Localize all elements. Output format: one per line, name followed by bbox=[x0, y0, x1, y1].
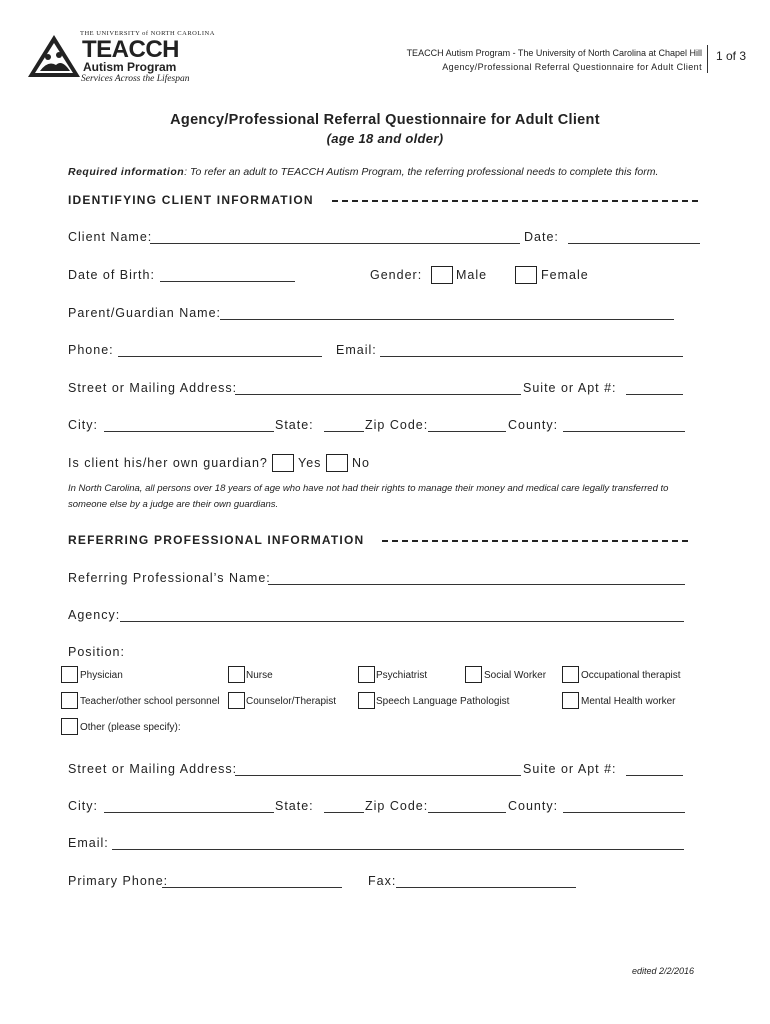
page-subtitle: (age 18 and older) bbox=[326, 131, 444, 146]
prof-street-label: Street or Mailing Address: bbox=[68, 762, 238, 776]
zip-field[interactable] bbox=[428, 431, 506, 432]
prof-suite-field[interactable] bbox=[626, 775, 683, 776]
counselor-label: Counselor/Therapist bbox=[246, 696, 337, 707]
professional-section-heading: REFERRING PROFESSIONAL INFORMATION bbox=[68, 533, 365, 547]
psychiatrist-label: Psychiatrist bbox=[376, 670, 428, 681]
suite-field[interactable] bbox=[626, 394, 683, 395]
county-label: County: bbox=[508, 418, 559, 432]
fax-field[interactable] bbox=[396, 887, 576, 888]
psychiatrist-checkbox[interactable] bbox=[358, 666, 375, 683]
primary-phone-label: Primary Phone: bbox=[68, 874, 169, 888]
prof-street-field[interactable] bbox=[235, 775, 521, 776]
social-worker-label: Social Worker bbox=[484, 670, 547, 681]
suite-label: Suite or Apt #: bbox=[523, 381, 617, 395]
prof-zip-field[interactable] bbox=[428, 812, 506, 813]
date-field[interactable] bbox=[568, 243, 700, 244]
prof-state-field[interactable] bbox=[324, 812, 364, 813]
mental-health-worker-checkbox[interactable] bbox=[562, 692, 579, 709]
section-rule bbox=[332, 200, 698, 202]
social-worker-checkbox[interactable] bbox=[465, 666, 482, 683]
prof-email-label: Email: bbox=[68, 836, 109, 850]
male-label: Male bbox=[456, 268, 488, 282]
required-text: : To refer an adult to TEACCH Autism Program, the referring professional needs to complete this form. bbox=[184, 166, 659, 178]
prof-city-field[interactable] bbox=[104, 812, 274, 813]
header-form-line: Agency/Professional Referral Questionnaire for Adult Client bbox=[442, 62, 702, 72]
edited-date: edited 2/2/2016 bbox=[632, 966, 695, 976]
primary-phone-field[interactable] bbox=[162, 887, 342, 888]
phone-label: Phone: bbox=[68, 343, 114, 357]
city-field[interactable] bbox=[104, 431, 274, 432]
prof-county-field[interactable] bbox=[563, 812, 685, 813]
client-section-heading: IDENTIFYING CLIENT INFORMATION bbox=[68, 193, 314, 207]
other-position-checkbox[interactable] bbox=[61, 718, 78, 735]
prof-county-label: County: bbox=[508, 799, 559, 813]
required-label: Required information bbox=[68, 166, 185, 178]
occupational-therapist-checkbox[interactable] bbox=[562, 666, 579, 683]
client-name-field[interactable] bbox=[150, 243, 520, 244]
parent-field[interactable] bbox=[220, 319, 674, 320]
university-name: THE UNIVERSITY of NORTH CAROLINA bbox=[80, 30, 215, 37]
section-rule bbox=[382, 540, 688, 542]
required-info bbox=[68, 166, 658, 178]
city-label: City: bbox=[68, 418, 98, 432]
header-org-line: TEACCH Autism Program - The University of North Carolina at Chapel Hill bbox=[406, 48, 702, 58]
speech-pathologist-checkbox[interactable] bbox=[358, 692, 375, 709]
own-guardian-label: Is client his/her own guardian? bbox=[68, 456, 268, 470]
prof-email-field[interactable] bbox=[112, 849, 684, 850]
logo-tagline: Services Across the Lifespan bbox=[81, 74, 190, 84]
guardian-yes-checkbox[interactable] bbox=[272, 454, 294, 472]
counselor-checkbox[interactable] bbox=[228, 692, 245, 709]
page-number: 1 of 3 bbox=[716, 49, 747, 63]
position-label: Position: bbox=[68, 645, 125, 659]
state-label: State: bbox=[275, 418, 314, 432]
guardian-note: In North Carolina, all persons over 18 years of age who have not had their rights to manage their money and medical care legally transferred to someone else by a judge are their own guardians. bbox=[68, 483, 669, 510]
gender-label: Gender: bbox=[370, 268, 423, 282]
agency-field[interactable] bbox=[120, 621, 684, 622]
street-label: Street or Mailing Address: bbox=[68, 381, 238, 395]
page-title: Agency/Professional Referral Questionnaire for Adult Client bbox=[170, 112, 600, 128]
email-field[interactable] bbox=[380, 356, 683, 357]
professional-name-label: Referring Professional’s Name: bbox=[68, 571, 271, 585]
nurse-checkbox[interactable] bbox=[228, 666, 245, 683]
date-label: Date: bbox=[524, 230, 559, 244]
female-checkbox[interactable] bbox=[515, 266, 537, 284]
prof-zip-label: Zip Code: bbox=[365, 799, 429, 813]
header-divider bbox=[707, 45, 708, 73]
dob-field[interactable] bbox=[160, 281, 295, 282]
zip-label: Zip Code: bbox=[365, 418, 429, 432]
agency-label: Agency: bbox=[68, 608, 121, 622]
street-field[interactable] bbox=[235, 394, 521, 395]
physician-label: Physician bbox=[80, 670, 123, 681]
logo-program: Autism Program bbox=[83, 60, 177, 74]
prof-suite-label: Suite or Apt #: bbox=[523, 762, 617, 776]
prof-state-label: State: bbox=[275, 799, 314, 813]
teacher-checkbox[interactable] bbox=[61, 692, 78, 709]
county-field[interactable] bbox=[563, 431, 685, 432]
logo-title: TEACCH bbox=[82, 36, 179, 63]
nurse-label: Nurse bbox=[246, 670, 273, 681]
guardian-yes-label: Yes bbox=[298, 456, 322, 470]
guardian-no-label: No bbox=[352, 456, 370, 470]
prof-city-label: City: bbox=[68, 799, 98, 813]
guardian-no-checkbox[interactable] bbox=[326, 454, 348, 472]
phone-field[interactable] bbox=[118, 356, 322, 357]
mental-health-worker-label: Mental Health worker bbox=[581, 696, 676, 707]
client-name-label: Client Name: bbox=[68, 230, 153, 244]
parent-label: Parent/Guardian Name: bbox=[68, 306, 222, 320]
female-label: Female bbox=[541, 268, 589, 282]
dob-label: Date of Birth: bbox=[68, 268, 155, 282]
professional-name-field[interactable] bbox=[268, 584, 685, 585]
speech-pathologist-label: Speech Language Pathologist bbox=[376, 696, 510, 707]
teacher-label: Teacher/other school personnel bbox=[80, 696, 220, 707]
physician-checkbox[interactable] bbox=[61, 666, 78, 683]
state-field[interactable] bbox=[324, 431, 364, 432]
male-checkbox[interactable] bbox=[431, 266, 453, 284]
other-position-label: Other (please specify): bbox=[80, 722, 181, 733]
occupational-therapist-label: Occupational therapist bbox=[581, 670, 681, 681]
email-label: Email: bbox=[336, 343, 377, 357]
teacch-logo-icon bbox=[26, 33, 82, 84]
fax-label: Fax: bbox=[368, 874, 397, 888]
